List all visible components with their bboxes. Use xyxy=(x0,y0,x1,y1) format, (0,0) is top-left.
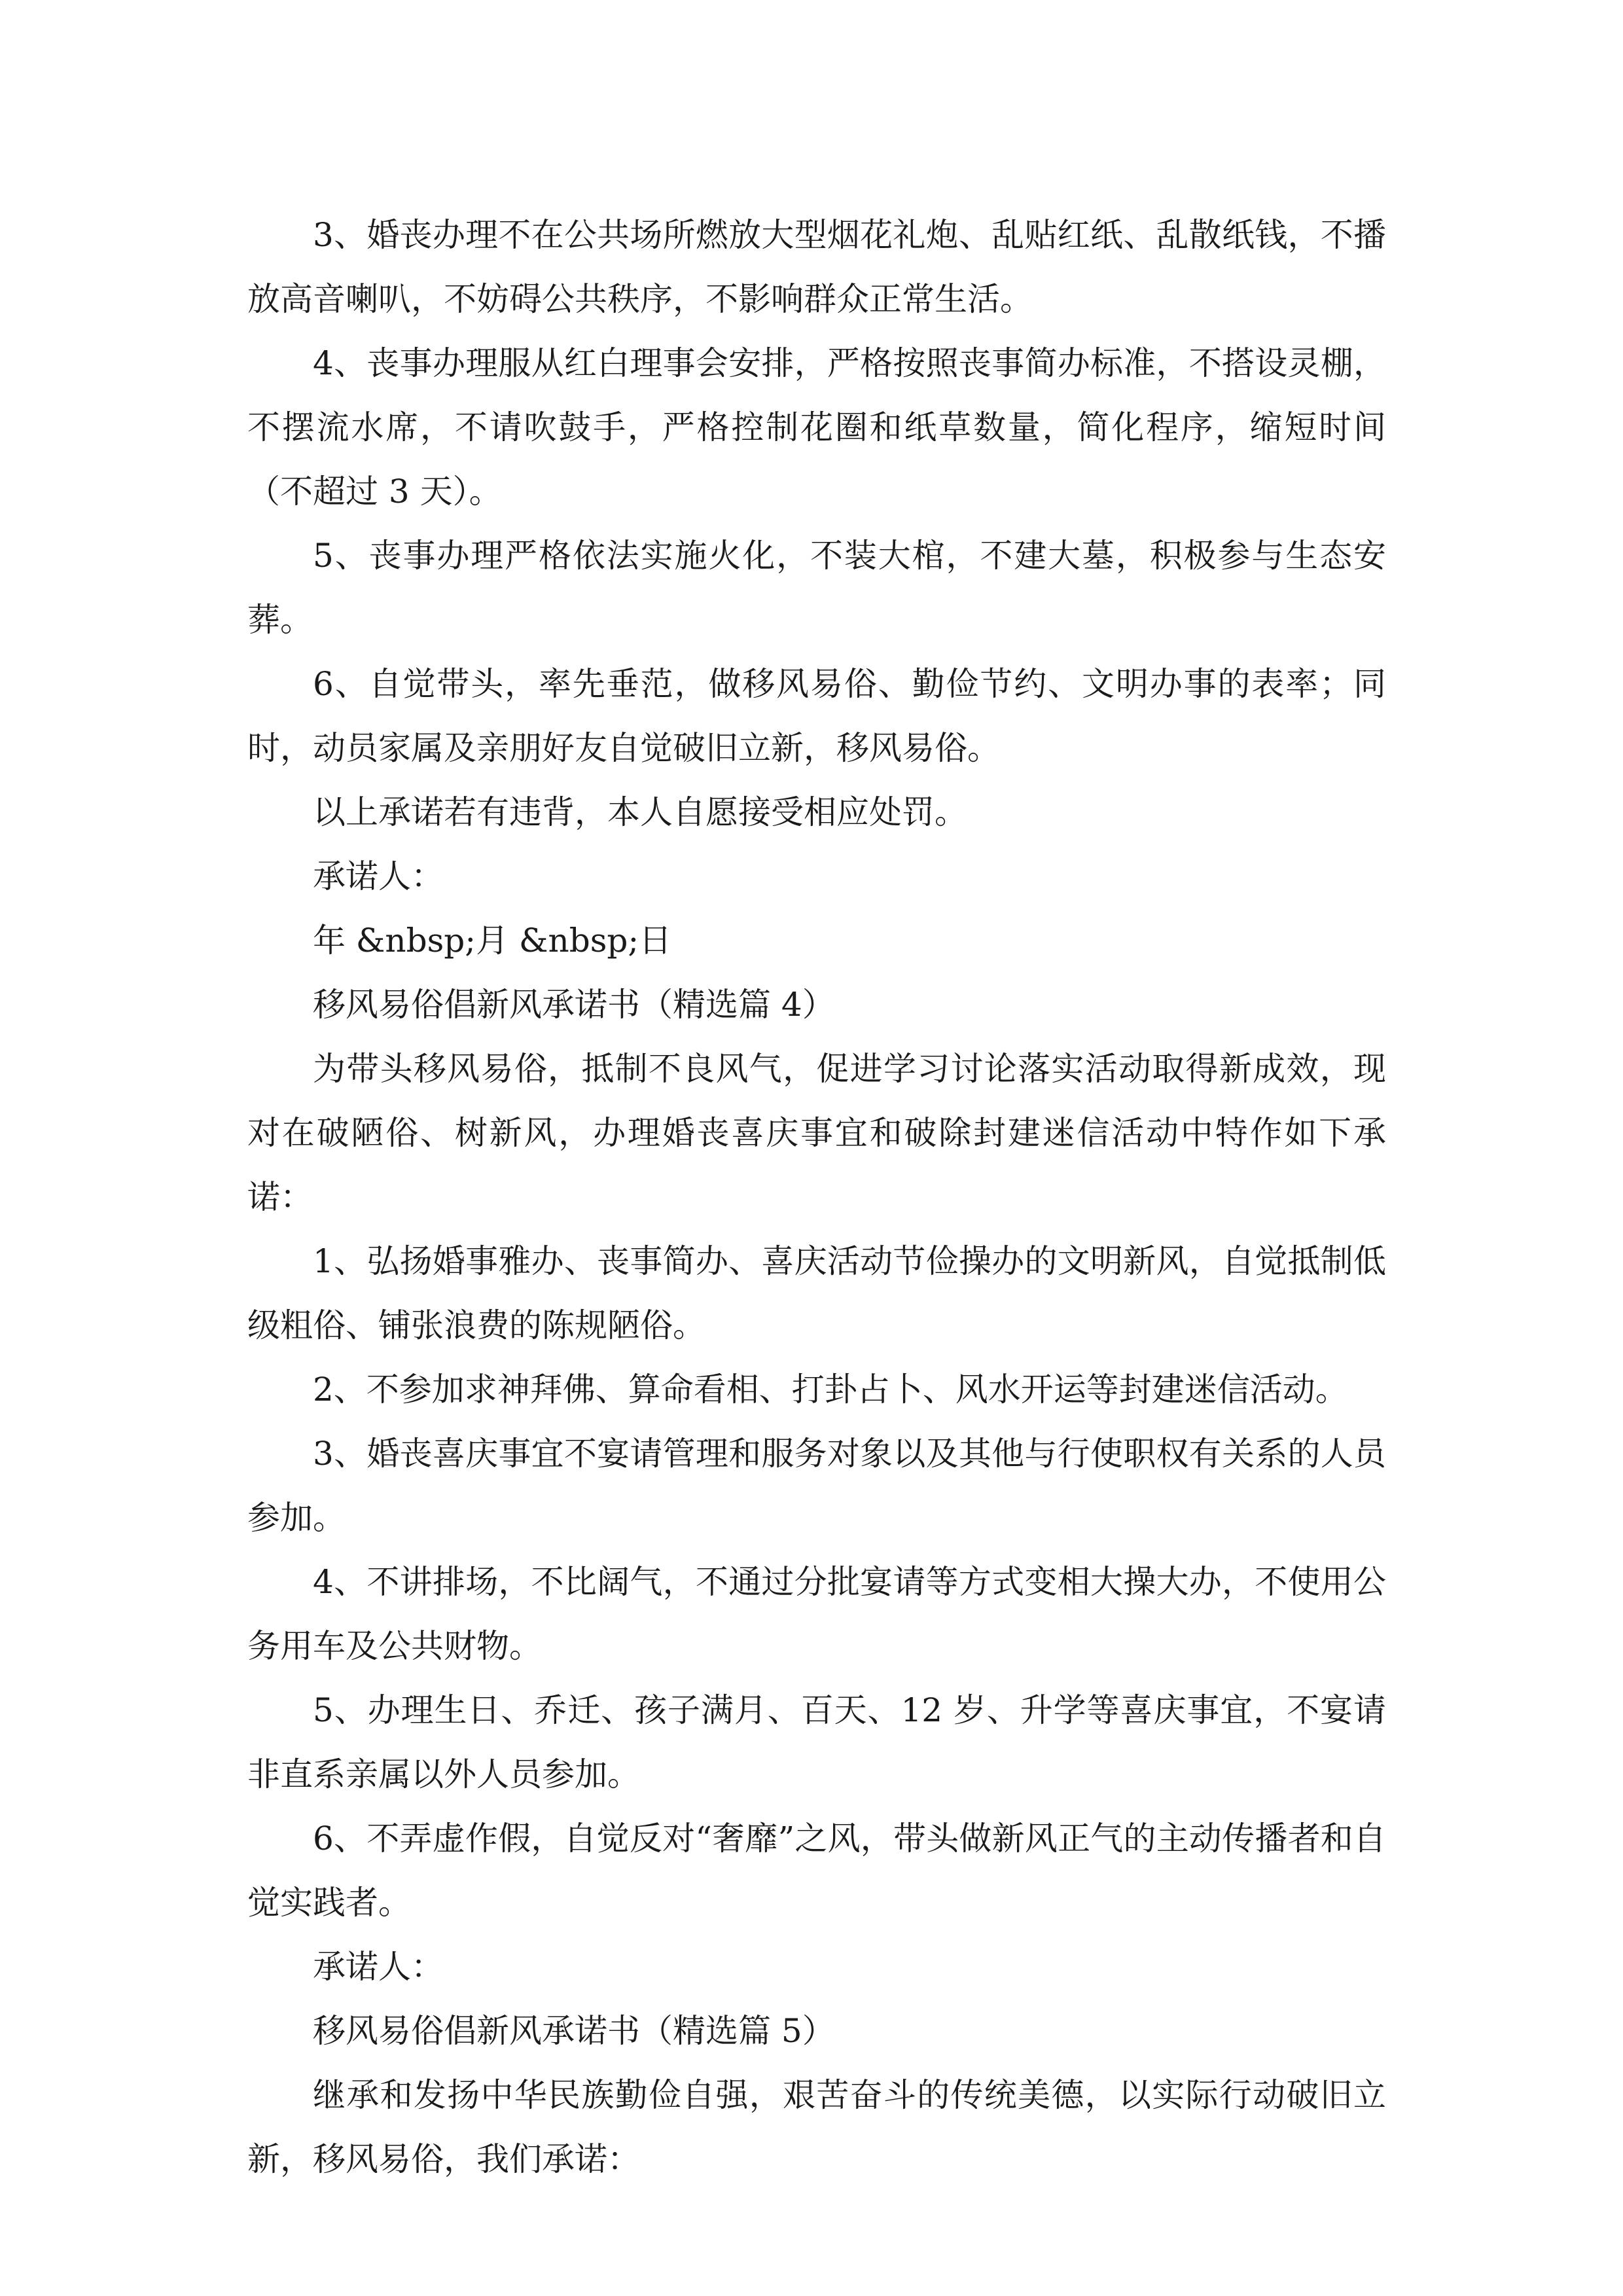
paragraph-item-3-fireworks: 3、婚丧办理不在公共场所燃放大型烟花礼炮、乱贴红纸、乱散纸钱，不播放高音喇叭，不妨碍公共秩序，不影响群众正常生活。 xyxy=(247,216,1386,318)
date-line: 年 &nbsp;月 &nbsp;日 xyxy=(313,922,672,960)
paragraph-item-1-civilized-style: 1、弘扬婚事雅办、丧事简办、喜庆活动节俭操办的文明新风，自觉抵制低级粗俗、铺张浪费的陈规陋俗。 xyxy=(247,1242,1386,1344)
signature-label-part-4: 承诺人： xyxy=(313,1948,444,1986)
paragraph-penalty-statement: 以上承诺若有违背，本人自愿接受相应处罚。 xyxy=(313,793,967,831)
paragraph-item-5-cremation: 5、丧事办理严格依法实施火化，不装大棺，不建大墓，积极参与生态安葬。 xyxy=(247,537,1386,639)
document-page xyxy=(247,203,1386,2191)
paragraph-item-2-superstition: 2、不参加求神拜佛、算命看相、打卦占卜、风水开运等封建迷信活动。 xyxy=(313,1371,1348,1408)
section-title-part-5: 移风易俗倡新风承诺书（精选篇 5） xyxy=(313,2012,835,2050)
section-title-part-4: 移风易俗倡新风承诺书（精选篇 4） xyxy=(313,986,835,1024)
paragraph-intro-part-4: 为带头移风易俗，抵制不良风气，促进学习讨论落实活动取得新成效，现对在破陋俗、树新风，办理婚丧喜庆事宜和破除封建迷信活动中特作如下承诺： xyxy=(247,1050,1386,1216)
paragraph-item-3-banquets: 3、婚丧喜庆事宜不宴请管理和服务对象以及其他与行使职权有关系的人员参加。 xyxy=(247,1435,1386,1537)
paragraph-item-4-funeral-arrangement: 4、丧事办理服从红白理事会安排，严格按照丧事简办标准，不搭设灵棚，不摆流水席，不请吹鼓手，严格控制花圈和纸草数量，简化程序，缩短时间（不超过 3 天）。 xyxy=(247,344,1386,511)
paragraph-item-5-celebrations: 5、办理生日、乔迁、孩子满月、百天、12 岁、升学等喜庆事宜，不宴请非直系亲属以外人员参加。 xyxy=(247,1691,1386,1793)
paragraph-item-6-lead-by-example: 6、自觉带头，率先垂范，做移风易俗、勤俭节约、文明办事的表率；同时，动员家属及亲朋好友自觉破旧立新，移风易俗。 xyxy=(247,665,1386,767)
paragraph-item-6-honesty: 6、不弄虚作假，自觉反对“奢靡”之风，带头做新风正气的主动传播者和自觉实践者。 xyxy=(247,1820,1386,1922)
paragraph-item-4-extravagance: 4、不讲排场，不比阔气，不通过分批宴请等方式变相大操大办，不使用公务用车及公共财物。 xyxy=(247,1563,1386,1665)
paragraph-intro-part-5: 继承和发扬中华民族勤俭自强，艰苦奋斗的传统美德，以实际行动破旧立新，移风易俗，我们承诺： xyxy=(247,2076,1386,2178)
signature-label: 承诺人： xyxy=(313,857,444,895)
